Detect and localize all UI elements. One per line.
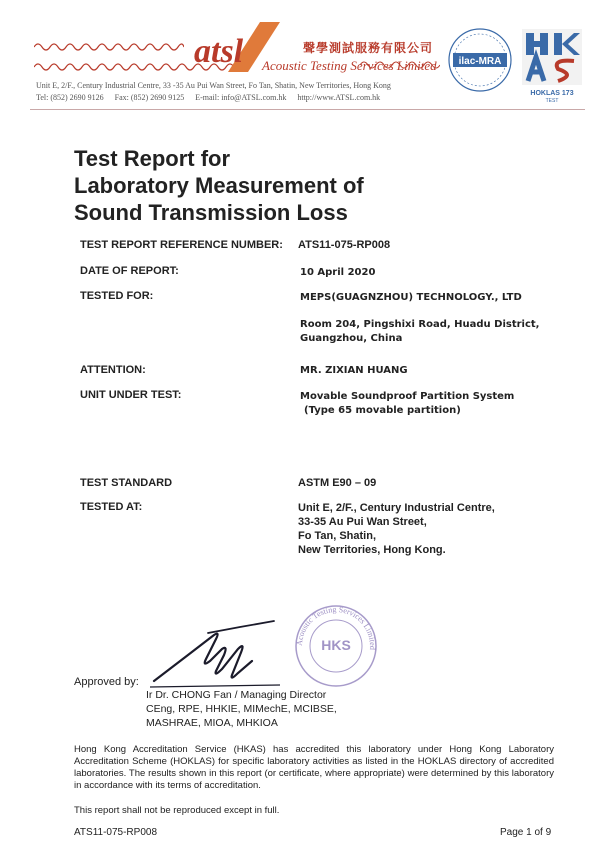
attention-label: ATTENTION: [80, 364, 146, 376]
company-name-chinese: 聲學測試服務有限公司 [303, 41, 434, 55]
title-line-3: Sound Transmission Loss [74, 200, 348, 225]
tested-for-label: TESTED FOR: [80, 290, 154, 302]
tested-at-line-1: Unit E, 2/F., Century Industrial Centre, [298, 502, 495, 514]
letterhead-divider [30, 109, 585, 110]
svg-text:HKS: HKS [321, 637, 351, 653]
title-line-1: Test Report for [74, 146, 231, 171]
tested-at-line-4: New Territories, Hong Kong. [298, 544, 446, 556]
wave-decoration-left [34, 40, 184, 54]
ref-label: TEST REPORT REFERENCE NUMBER: [80, 239, 283, 251]
fax-text: Fax: (852) 2690 9125 [114, 93, 185, 102]
svg-text:Acoustic Testing Services Limi: Acoustic Testing Services Limited [294, 604, 378, 651]
report-title [74, 145, 364, 226]
ilac-mra-logo-icon [447, 27, 513, 93]
title-line-2: Laboratory Measurement of [74, 173, 364, 198]
tel-text: Tel: (852) 2690 9126 [36, 93, 104, 102]
ref-value: ATS11-075-RP008 [298, 239, 391, 251]
reproduction-notice: This report shall not be reproduced except in full. [74, 805, 280, 816]
tested-at-address [298, 501, 495, 557]
hkas-accreditation-statement: Hong Kong Accreditation Service (HKAS) has accredited this laboratory under Hong Kong Laboratory Accreditation Scheme (HOKLAS) for specific laboratory activities as listed in the HOKLAS directory of accredited laboratories. The results shown in this report (or certificate, where appropriate) were determined by this laboratory in accordance with its terms of accreditation. [74, 744, 554, 791]
signer-block [146, 688, 337, 730]
tested-at-line-2: 33-35 Au Pui Wan Street, [298, 516, 427, 528]
tested-for-address-line-1: Room 204, Pingshixi Road, Huadu District, [300, 319, 540, 330]
test-standard-value: ASTM E90 – 09 [298, 477, 377, 489]
tested-for-value: MEPS(GUAGNZHOU) TECHNOLOGY., LTD [300, 292, 522, 303]
tested-for-address-line-2: Guangzhou, China [300, 333, 403, 344]
signer-name: Ir Dr. CHONG Fan / Managing Director [146, 689, 327, 701]
email-text: E-mail: info@ATSL.com.hk [195, 93, 287, 102]
company-contact [36, 93, 389, 102]
footer-page-number: Page 1 of 9 [500, 827, 552, 838]
unit-under-test-line-2: (Type 65 movable partition) [304, 405, 461, 416]
svg-text:TEST: TEST [545, 98, 559, 103]
svg-text:atsl: atsl [194, 33, 244, 70]
footer-reference: ATS11-075-RP008 [74, 827, 158, 838]
svg-text:ilac-MRA: ilac-MRA [458, 56, 502, 67]
tested-at-line-3: Fo Tan, Shatin, [298, 530, 377, 542]
web-text: http://www.ATSL.com.hk [297, 93, 381, 102]
test-standard-label: TEST STANDARD [80, 477, 173, 489]
unit-under-test-label: UNIT UNDER TEST: [80, 389, 182, 401]
hoklas-logo-icon [520, 27, 584, 103]
attention-value: MR. ZIXIAN HUANG [300, 365, 408, 376]
signature-image [148, 615, 288, 690]
tested-for-address [300, 318, 539, 346]
tested-at-label: TESTED AT: [80, 501, 143, 513]
unit-under-test-value [300, 390, 514, 418]
unit-under-test-line-1: Movable Soundproof Partition System [300, 391, 515, 402]
signer-credentials-1: CEng, RPE, HHKIE, MIMechE, MCIBSE, [146, 703, 337, 715]
company-name-english: Acoustic Testing Services Limited [262, 58, 437, 73]
approved-by-label: Approved by: [74, 676, 139, 688]
company-stamp-icon [293, 603, 379, 689]
signer-credentials-2: MASHRAE, MIOA, MHKIOA [146, 717, 278, 729]
company-address: Unit E, 2/F., Century Industrial Centre, 33 -35 Au Pui Wan Street, Fo Tan, Shatin, New Territories, Hong Kong [36, 81, 391, 90]
svg-text:HOKLAS 173: HOKLAS 173 [530, 90, 574, 97]
date-value: 10 April 2020 [300, 267, 376, 278]
date-label: DATE OF REPORT: [80, 265, 179, 277]
